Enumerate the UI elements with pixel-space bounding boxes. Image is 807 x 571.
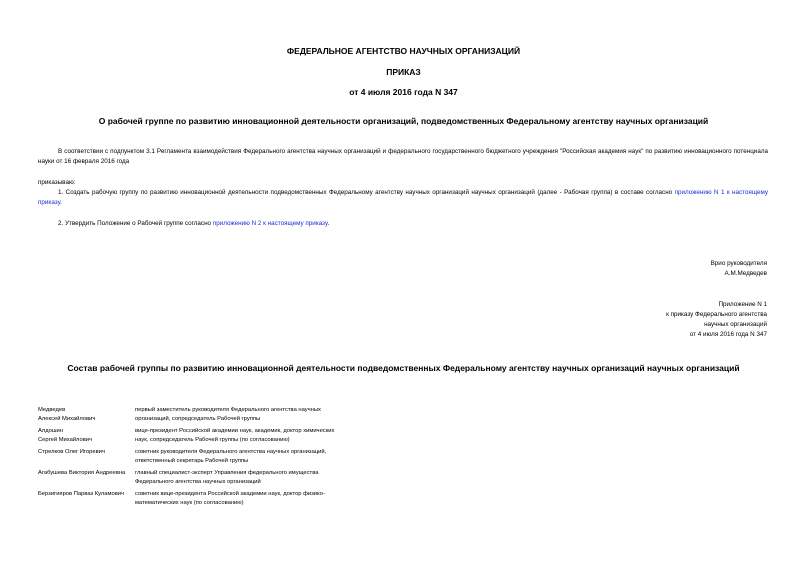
member-name: Стрелков Олег Игоревич <box>38 449 105 455</box>
member-description: главный специалист-эксперт Управления федерального имущества Федерального агентства научных организаций <box>135 470 319 485</box>
appendix-header <box>666 300 767 340</box>
table-row <box>38 469 335 490</box>
member-description: первый заместитель руководителя Федерального агентства научных организаций, сопредседатель Рабочей группы <box>135 407 321 422</box>
doc-title: О рабочей группе по развитию инновационной деятельности организаций, подведомственных Федеральному агентству научных организаций <box>98 116 709 126</box>
table-row <box>38 490 335 511</box>
agency-name: ФЕДЕРАЛЬНОЕ АГЕНТСТВО НАУЧНЫХ ОРГАНИЗАЦИЙ <box>286 46 521 56</box>
order-item-2-text: 2. Утвердить Положение о Рабочей группе согласно <box>58 220 213 227</box>
member-name: Медведев Алексей Михайлович <box>38 407 96 422</box>
order-item-1-end: . <box>60 198 62 206</box>
order-item-2-end: . <box>327 220 330 227</box>
table-row <box>38 427 335 448</box>
order-item-1 <box>38 188 768 207</box>
order-item-1-text: 1. Создать рабочую группу по развитию инновационной деятельности подведомственных Федеральному агентству научных организаций научных организаций (далее - Рабочая группа) в составе согласно <box>58 189 675 196</box>
appendix-title: Состав рабочей группы по развитию инновационной деятельности подведомственных Федеральному агентству научных организаций научных организаций <box>67 363 740 373</box>
appendix-line-3: научных организаций <box>704 321 767 328</box>
appendix-1-link[interactable]: приложению N 1 к настоящему приказу <box>38 189 769 206</box>
doc-date-number: от 4 июля 2016 года N 347 <box>349 87 458 97</box>
member-name: Берзигияров Парваз Куламович <box>38 491 125 497</box>
appendix-line-2: к приказу Федерального агентства <box>666 311 767 318</box>
signature-position: Врио руководителя <box>710 260 767 267</box>
signature-name: А.М.Медведев <box>724 270 767 277</box>
appendix-line-1: Приложение N 1 <box>718 301 767 308</box>
member-name: Агабушева Виктория Андреевна <box>38 470 126 476</box>
order-item-2 <box>58 219 329 229</box>
member-description: советник вице-президента Российской академии наук, доктор физико-математических наук (по согласованию) <box>135 491 325 506</box>
ordered-line: приказываю: <box>38 179 76 186</box>
members-table <box>38 406 335 511</box>
table-row <box>38 406 335 427</box>
signature-block <box>711 259 767 279</box>
doc-type: ПРИКАЗ <box>386 67 421 77</box>
intro-paragraph: В соответствии с подпунктом 3.1 Регламента взаимодействия Федерального агентства научных организаций и федерального государственного бюджетного учреждения "Российская академия наук" по развитию инновационного потенциала науки от 16 февраля 2016 года <box>38 148 768 165</box>
appendix-2-link[interactable]: приложению N 2 к настоящему приказу <box>212 220 328 227</box>
table-row <box>38 448 335 469</box>
member-name: Алдошин Сергей Михайлович <box>38 428 93 443</box>
member-description: советник руководителя Федерального агентства научных организаций, ответственный секретарь Рабочей группы <box>135 449 327 464</box>
appendix-line-4: от 4 июля 2016 года N 347 <box>689 331 767 338</box>
member-description: вице-президент Российской академии наук, академик, доктор химических наук, сопредседатель Рабочей группы (по согласованию) <box>135 428 335 443</box>
